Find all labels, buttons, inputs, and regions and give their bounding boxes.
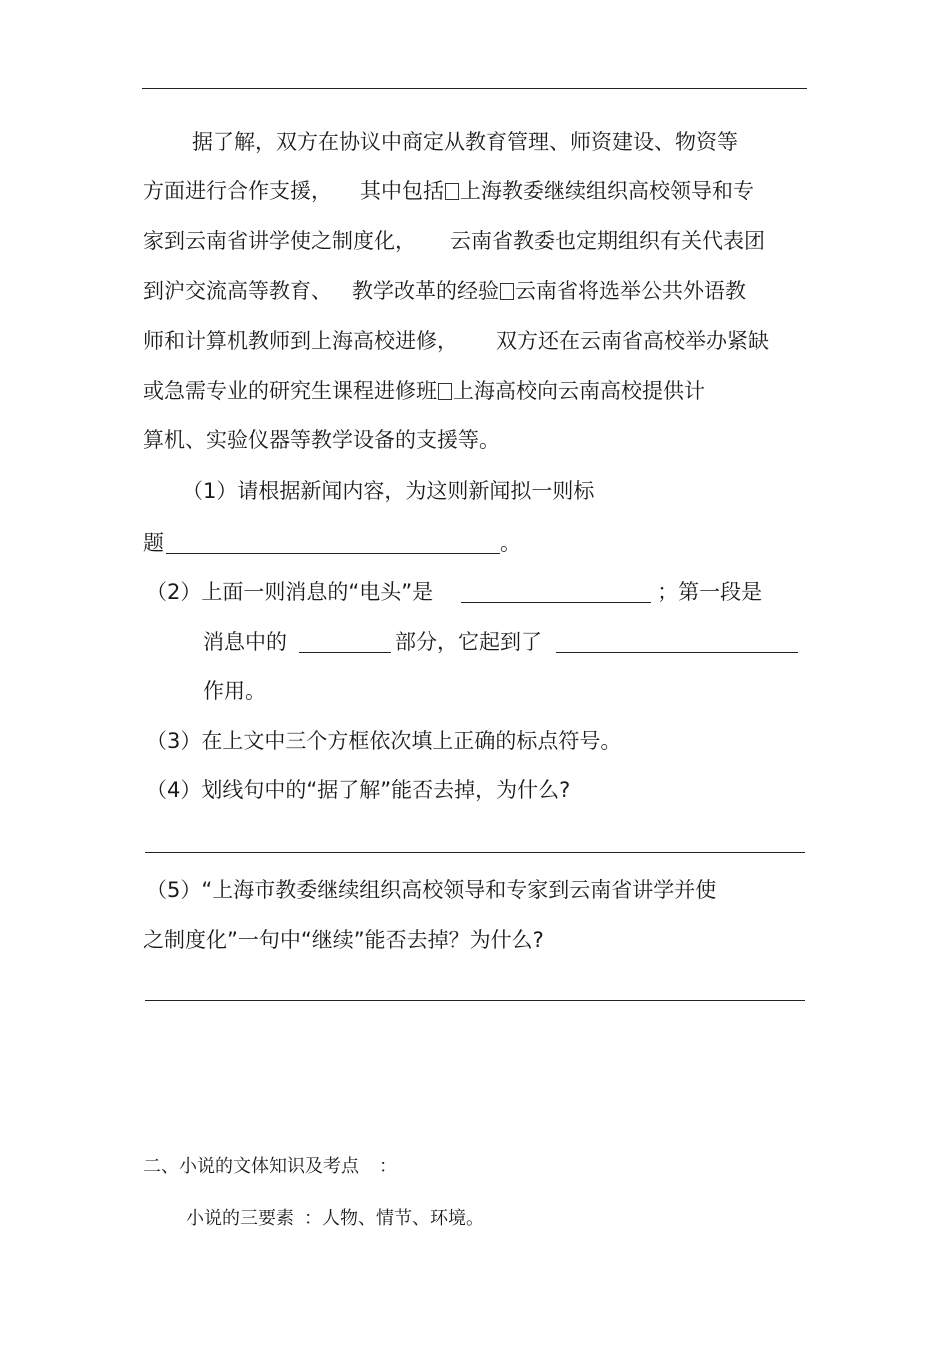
question-text: 之制度化”一句中“继续”能否去掉？为什么? — [143, 928, 544, 952]
top-rule — [142, 88, 807, 89]
paragraph-line-1 — [192, 128, 738, 156]
paragraph-text: 算机、实验仪器等教学设备的支援等。 — [143, 428, 500, 452]
paragraph-text: 师和计算机教师到上海高校进修， — [143, 329, 458, 353]
question-1-line-2 — [143, 529, 521, 557]
question-1-line-1 — [182, 477, 594, 505]
paragraph-text: 据了解，双方在协议中商定从教育管理、师资建设、物资等 — [192, 130, 738, 154]
paragraph-line-7 — [143, 426, 500, 454]
question-5-line-2 — [143, 926, 544, 954]
question-text: 消息中的 — [203, 630, 287, 654]
paragraph-line-2 — [143, 177, 754, 205]
question-2-line-2 — [203, 628, 798, 656]
paragraph-text: 到沪交流高等教育、 — [143, 279, 332, 303]
answer-line-q4[interactable] — [145, 852, 805, 853]
punctuation-box-2 — [500, 283, 514, 300]
punctuation-box-1 — [445, 183, 459, 200]
paragraph-line-6 — [143, 377, 705, 405]
question-5-line-1 — [146, 876, 716, 904]
punctuation-box-3 — [438, 383, 452, 400]
question-text: 题 — [143, 531, 164, 555]
paragraph-text: 或急需专业的研究生课程进修班 — [143, 379, 437, 403]
answer-blank-part[interactable] — [299, 632, 391, 653]
novel-elements-line — [186, 1205, 484, 1233]
question-text: 部分，它起到了 — [395, 630, 542, 654]
question-text: （4）划线句中的“据了解”能否去掉，为什么? — [146, 778, 571, 802]
question-text: ；第一段是 — [657, 580, 763, 604]
paragraph-text: 家到云南省讲学使之制度化， — [143, 229, 416, 253]
elements-list: 人物、情节、环境。 — [322, 1208, 484, 1229]
question-text: （2）上面一则消息的“电头”是 — [146, 580, 434, 604]
paragraph-line-4 — [143, 277, 746, 305]
question-2-line-3 — [203, 677, 266, 705]
question-2-line-1 — [146, 578, 762, 606]
answer-blank-dateline[interactable] — [461, 582, 651, 603]
question-4 — [146, 776, 570, 804]
question-text: 作用。 — [203, 679, 266, 703]
question-text: （3）在上文中三个方框依次填上正确的标点符号。 — [146, 729, 622, 753]
paragraph-text: 云南省教委也定期组织有关代表团 — [450, 229, 765, 253]
question-3 — [146, 727, 621, 755]
answer-blank-function[interactable] — [556, 632, 798, 653]
paragraph-text: 云南省将选举公共外语教 — [515, 279, 746, 303]
paragraph-text: 其中包括 — [360, 179, 444, 203]
elements-colon: ： — [304, 1208, 322, 1229]
paragraph-text: 方面进行合作支援， — [143, 179, 332, 203]
paragraph-text: 双方还在云南省高校举办紧缺 — [496, 329, 769, 353]
section-heading-text: 二、小说的文体知识及考点 — [143, 1156, 359, 1177]
question-text: （1）请根据新闻内容，为这则新闻拟一则标 — [182, 479, 595, 503]
paragraph-text: 上海高校向云南高校提供计 — [453, 379, 705, 403]
paragraph-line-5 — [143, 327, 769, 355]
paragraph-line-3 — [143, 227, 765, 255]
paragraph-text: 上海教委继续组织高校领导和专 — [460, 179, 754, 203]
elements-label: 小说的三要素 — [186, 1208, 294, 1229]
section-heading-colon: ： — [379, 1156, 397, 1177]
question-text: （5）“上海市教委继续组织高校领导和专家到云南省讲学并使 — [146, 878, 717, 902]
answer-line-q5[interactable] — [145, 1000, 805, 1001]
question-text: 。 — [500, 531, 521, 555]
paragraph-text: 教学改革的经验 — [352, 279, 499, 303]
section-2-heading — [143, 1153, 397, 1181]
answer-blank-title[interactable] — [166, 533, 500, 554]
